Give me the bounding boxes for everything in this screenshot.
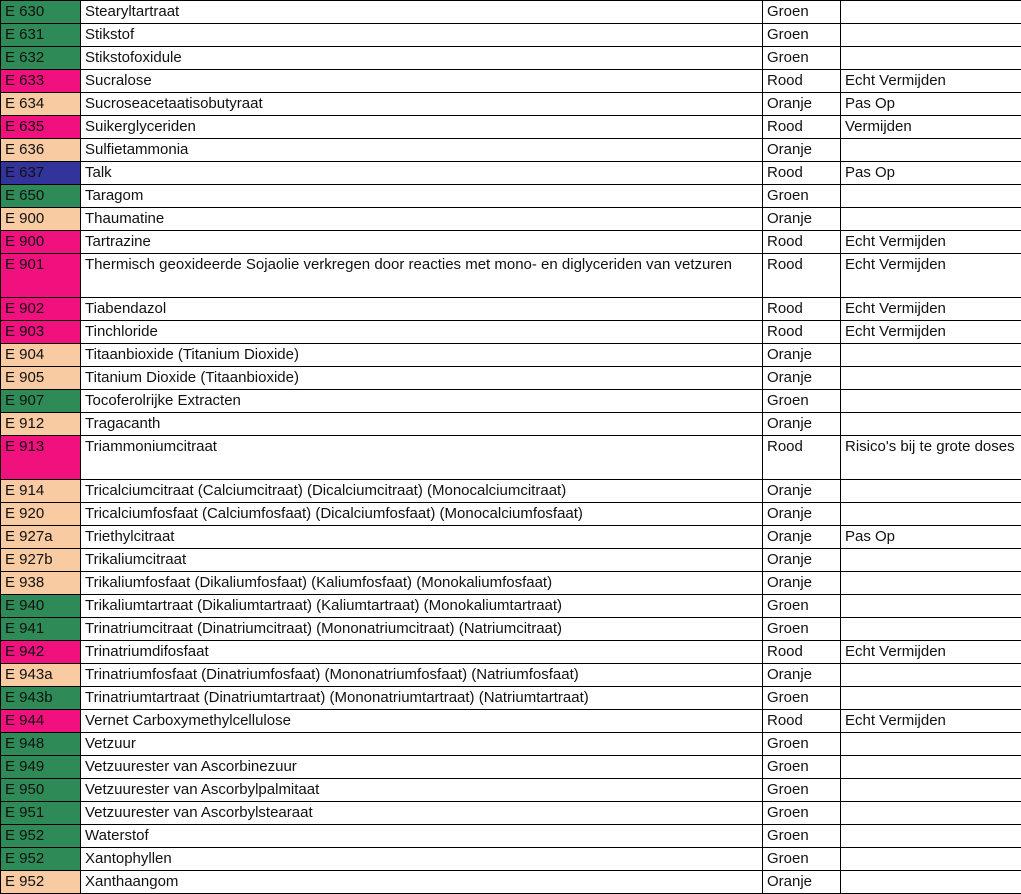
e-number-cell[interactable]: E 943b: [1, 687, 81, 710]
e-number-cell[interactable]: E 905: [1, 367, 81, 390]
advice-cell[interactable]: [841, 572, 1021, 595]
status-cell[interactable]: Rood: [763, 321, 841, 344]
table-row[interactable]: [1, 47, 1021, 70]
additive-name-cell[interactable]: Tricalciumfosfaat (Calciumfosfaat) (Dicalciumfosfaat) (Monocalciumfosfaat): [81, 503, 763, 526]
table-row[interactable]: [1, 549, 1021, 572]
table-row[interactable]: [1, 687, 1021, 710]
status-cell[interactable]: Groen: [763, 848, 841, 871]
additive-name-cell[interactable]: Vetzuurester van Ascorbylpalmitaat: [81, 779, 763, 802]
table-row[interactable]: [1, 503, 1021, 526]
advice-cell[interactable]: [841, 503, 1021, 526]
additive-name-cell[interactable]: Trikaliumtartraat (Dikaliumtartraat) (Kaliumtartraat) (Monokaliumtartraat): [81, 595, 763, 618]
table-row[interactable]: [1, 480, 1021, 503]
table-row[interactable]: [1, 710, 1021, 733]
e-number-cell[interactable]: E 941: [1, 618, 81, 641]
status-cell[interactable]: Oranje: [763, 93, 841, 116]
advice-cell[interactable]: [841, 24, 1021, 47]
status-cell[interactable]: Groen: [763, 756, 841, 779]
advice-cell[interactable]: [841, 687, 1021, 710]
additive-name-cell[interactable]: Thaumatine: [81, 208, 763, 231]
table-row[interactable]: [1, 231, 1021, 254]
e-number-cell[interactable]: E 630: [1, 1, 81, 24]
advice-cell[interactable]: [841, 390, 1021, 413]
status-cell[interactable]: Groen: [763, 618, 841, 641]
status-cell[interactable]: Oranje: [763, 572, 841, 595]
status-cell[interactable]: Groen: [763, 185, 841, 208]
e-number-cell[interactable]: E 942: [1, 641, 81, 664]
table-row[interactable]: [1, 254, 1021, 298]
table-row[interactable]: [1, 802, 1021, 825]
additive-name-cell[interactable]: Trikaliumfosfaat (Dikaliumfosfaat) (Kaliumfosfaat) (Monokaliumfosfaat): [81, 572, 763, 595]
status-cell[interactable]: Oranje: [763, 480, 841, 503]
table-row[interactable]: [1, 139, 1021, 162]
table-row[interactable]: [1, 641, 1021, 664]
additive-name-cell[interactable]: Vernet Carboxymethylcellulose: [81, 710, 763, 733]
e-number-cell[interactable]: E 902: [1, 298, 81, 321]
table-row[interactable]: [1, 595, 1021, 618]
advice-cell[interactable]: Echt Vermijden: [841, 710, 1021, 733]
advice-cell[interactable]: Risico's bij te grote doses: [841, 436, 1021, 480]
advice-cell[interactable]: Echt Vermijden: [841, 298, 1021, 321]
table-row[interactable]: [1, 825, 1021, 848]
advice-cell[interactable]: [841, 733, 1021, 756]
advice-cell[interactable]: [841, 618, 1021, 641]
additive-name-cell[interactable]: Titaanbioxide (Titanium Dioxide): [81, 344, 763, 367]
advice-cell[interactable]: Echt Vermijden: [841, 641, 1021, 664]
e-number-cell[interactable]: E 650: [1, 185, 81, 208]
e-number-cell[interactable]: E 903: [1, 321, 81, 344]
status-cell[interactable]: Groen: [763, 825, 841, 848]
additives-table-body: [1, 1, 1021, 894]
additive-name-cell[interactable]: Stikstof: [81, 24, 763, 47]
status-cell[interactable]: Oranje: [763, 871, 841, 894]
e-number-cell[interactable]: E 904: [1, 344, 81, 367]
table-row[interactable]: [1, 116, 1021, 139]
status-cell[interactable]: Oranje: [763, 344, 841, 367]
table-row[interactable]: [1, 413, 1021, 436]
advice-cell[interactable]: [841, 185, 1021, 208]
status-cell[interactable]: Groen: [763, 390, 841, 413]
e-number-cell[interactable]: E 632: [1, 47, 81, 70]
status-cell[interactable]: Rood: [763, 162, 841, 185]
status-cell[interactable]: Oranje: [763, 503, 841, 526]
advice-cell[interactable]: [841, 413, 1021, 436]
additive-name-cell[interactable]: Suikerglyceriden: [81, 116, 763, 139]
status-cell[interactable]: Oranje: [763, 139, 841, 162]
additive-name-cell[interactable]: Xantophyllen: [81, 848, 763, 871]
additive-name-cell[interactable]: Xanthaangom: [81, 871, 763, 894]
e-number-cell[interactable]: E 912: [1, 413, 81, 436]
additive-name-cell[interactable]: Sucroseacetaatisobutyraat: [81, 93, 763, 116]
table-row[interactable]: [1, 185, 1021, 208]
additive-name-cell[interactable]: Trinatriumfosfaat (Dinatriumfosfaat) (Mononatriumfosfaat) (Natriumfosfaat): [81, 664, 763, 687]
e-number-cell[interactable]: E 913: [1, 436, 81, 480]
additive-name-cell[interactable]: Tiabendazol: [81, 298, 763, 321]
additive-name-cell[interactable]: Sucralose: [81, 70, 763, 93]
status-cell[interactable]: Groen: [763, 1, 841, 24]
additive-name-cell[interactable]: Tragacanth: [81, 413, 763, 436]
additive-name-cell[interactable]: Vetzuurester van Ascorbylstearaat: [81, 802, 763, 825]
advice-cell[interactable]: Pas Op: [841, 526, 1021, 549]
table-row[interactable]: [1, 24, 1021, 47]
additive-name-cell[interactable]: Stearyltartraat: [81, 1, 763, 24]
advice-cell[interactable]: [841, 47, 1021, 70]
table-row[interactable]: [1, 208, 1021, 231]
table-row[interactable]: [1, 390, 1021, 413]
status-cell[interactable]: Oranje: [763, 367, 841, 390]
e-number-cell[interactable]: E 900: [1, 231, 81, 254]
advice-cell[interactable]: Echt Vermijden: [841, 70, 1021, 93]
additive-name-cell[interactable]: Tinchloride: [81, 321, 763, 344]
advice-cell[interactable]: Echt Vermijden: [841, 254, 1021, 298]
table-row[interactable]: [1, 871, 1021, 894]
table-row[interactable]: [1, 367, 1021, 390]
status-cell[interactable]: Groen: [763, 733, 841, 756]
status-cell[interactable]: Groen: [763, 595, 841, 618]
e-number-cell[interactable]: E 920: [1, 503, 81, 526]
advice-cell[interactable]: [841, 802, 1021, 825]
status-cell[interactable]: Oranje: [763, 526, 841, 549]
e-number-cell[interactable]: E 900: [1, 208, 81, 231]
table-row[interactable]: [1, 298, 1021, 321]
e-number-cell[interactable]: E 944: [1, 710, 81, 733]
advice-cell[interactable]: [841, 367, 1021, 390]
table-row[interactable]: [1, 618, 1021, 641]
advice-cell[interactable]: [841, 549, 1021, 572]
status-cell[interactable]: Groen: [763, 802, 841, 825]
e-number-cell[interactable]: E 950: [1, 779, 81, 802]
advice-cell[interactable]: Pas Op: [841, 162, 1021, 185]
e-number-cell[interactable]: E 901: [1, 254, 81, 298]
e-number-cell[interactable]: E 952: [1, 871, 81, 894]
table-row[interactable]: [1, 572, 1021, 595]
table-row[interactable]: [1, 162, 1021, 185]
e-number-cell[interactable]: E 927a: [1, 526, 81, 549]
e-number-cell[interactable]: E 907: [1, 390, 81, 413]
status-cell[interactable]: Groen: [763, 779, 841, 802]
additive-name-cell[interactable]: Titanium Dioxide (Titaanbioxide): [81, 367, 763, 390]
status-cell[interactable]: Groen: [763, 47, 841, 70]
e-number-cell[interactable]: E 952: [1, 825, 81, 848]
status-cell[interactable]: Rood: [763, 710, 841, 733]
additive-name-cell[interactable]: Thermisch geoxideerde Sojaolie verkregen door reacties met mono- en diglyceriden van vetzuren: [81, 254, 763, 298]
advice-cell[interactable]: [841, 664, 1021, 687]
e-number-cell[interactable]: E 914: [1, 480, 81, 503]
e-number-cell[interactable]: E 634: [1, 93, 81, 116]
e-number-cell[interactable]: E 949: [1, 756, 81, 779]
advice-cell[interactable]: [841, 139, 1021, 162]
e-number-cell[interactable]: E 952: [1, 848, 81, 871]
status-cell[interactable]: Groen: [763, 24, 841, 47]
additive-name-cell[interactable]: Triammoniumcitraat: [81, 436, 763, 480]
table-row[interactable]: [1, 93, 1021, 116]
additive-name-cell[interactable]: Tricalciumcitraat (Calciumcitraat) (Dicalciumcitraat) (Monocalciumcitraat): [81, 480, 763, 503]
table-row[interactable]: [1, 344, 1021, 367]
additive-name-cell[interactable]: Vetzuur: [81, 733, 763, 756]
status-cell[interactable]: Oranje: [763, 208, 841, 231]
table-row[interactable]: [1, 436, 1021, 480]
additive-name-cell[interactable]: Stikstofoxidule: [81, 47, 763, 70]
table-row[interactable]: [1, 321, 1021, 344]
additive-name-cell[interactable]: Vetzuurester van Ascorbinezuur: [81, 756, 763, 779]
e-number-cell[interactable]: E 938: [1, 572, 81, 595]
additive-name-cell[interactable]: Sulfietammonia: [81, 139, 763, 162]
table-row[interactable]: [1, 848, 1021, 871]
additive-name-cell[interactable]: Taragom: [81, 185, 763, 208]
advice-cell[interactable]: Pas Op: [841, 93, 1021, 116]
advice-cell[interactable]: [841, 595, 1021, 618]
additive-name-cell[interactable]: Trinatriumtartraat (Dinatriumtartraat) (Mononatriumtartraat) (Natriumtartraat): [81, 687, 763, 710]
table-row[interactable]: [1, 1, 1021, 24]
status-cell[interactable]: Oranje: [763, 664, 841, 687]
additive-name-cell[interactable]: Talk: [81, 162, 763, 185]
status-cell[interactable]: Rood: [763, 70, 841, 93]
advice-cell[interactable]: [841, 848, 1021, 871]
e-number-cell[interactable]: E 637: [1, 162, 81, 185]
additive-name-cell[interactable]: Triethylcitraat: [81, 526, 763, 549]
advice-cell[interactable]: [841, 1, 1021, 24]
table-row[interactable]: [1, 526, 1021, 549]
e-number-cell[interactable]: E 636: [1, 139, 81, 162]
status-cell[interactable]: Rood: [763, 254, 841, 298]
e-number-cell[interactable]: E 943a: [1, 664, 81, 687]
e-number-cell[interactable]: E 927b: [1, 549, 81, 572]
status-cell[interactable]: Groen: [763, 687, 841, 710]
advice-cell[interactable]: [841, 344, 1021, 367]
advice-cell[interactable]: Echt Vermijden: [841, 321, 1021, 344]
status-cell[interactable]: Oranje: [763, 413, 841, 436]
table-row[interactable]: [1, 70, 1021, 93]
additive-name-cell[interactable]: Tartrazine: [81, 231, 763, 254]
e-number-cell[interactable]: E 635: [1, 116, 81, 139]
advice-cell[interactable]: [841, 871, 1021, 894]
table-row[interactable]: [1, 733, 1021, 756]
table-row[interactable]: [1, 756, 1021, 779]
status-cell[interactable]: Rood: [763, 116, 841, 139]
e-number-cell[interactable]: E 633: [1, 70, 81, 93]
e-number-cell[interactable]: E 631: [1, 24, 81, 47]
advice-cell[interactable]: [841, 756, 1021, 779]
status-cell[interactable]: Oranje: [763, 549, 841, 572]
additive-name-cell[interactable]: Tocoferolrijke Extracten: [81, 390, 763, 413]
e-number-cell[interactable]: E 951: [1, 802, 81, 825]
e-number-cell[interactable]: E 948: [1, 733, 81, 756]
status-cell[interactable]: Rood: [763, 298, 841, 321]
additive-name-cell[interactable]: Trinatriumdifosfaat: [81, 641, 763, 664]
advice-cell[interactable]: [841, 480, 1021, 503]
advice-cell[interactable]: Vermijden: [841, 116, 1021, 139]
status-cell[interactable]: Rood: [763, 436, 841, 480]
status-cell[interactable]: Rood: [763, 231, 841, 254]
table-row[interactable]: [1, 664, 1021, 687]
additive-name-cell[interactable]: Trikaliumcitraat: [81, 549, 763, 572]
additive-name-cell[interactable]: Waterstof: [81, 825, 763, 848]
additive-name-cell[interactable]: Trinatriumcitraat (Dinatriumcitraat) (Mononatriumcitraat) (Natriumcitraat): [81, 618, 763, 641]
advice-cell[interactable]: [841, 779, 1021, 802]
e-number-cell[interactable]: E 940: [1, 595, 81, 618]
status-cell[interactable]: Rood: [763, 641, 841, 664]
table-row[interactable]: [1, 779, 1021, 802]
advice-cell[interactable]: Echt Vermijden: [841, 231, 1021, 254]
advice-cell[interactable]: [841, 208, 1021, 231]
advice-cell[interactable]: [841, 825, 1021, 848]
